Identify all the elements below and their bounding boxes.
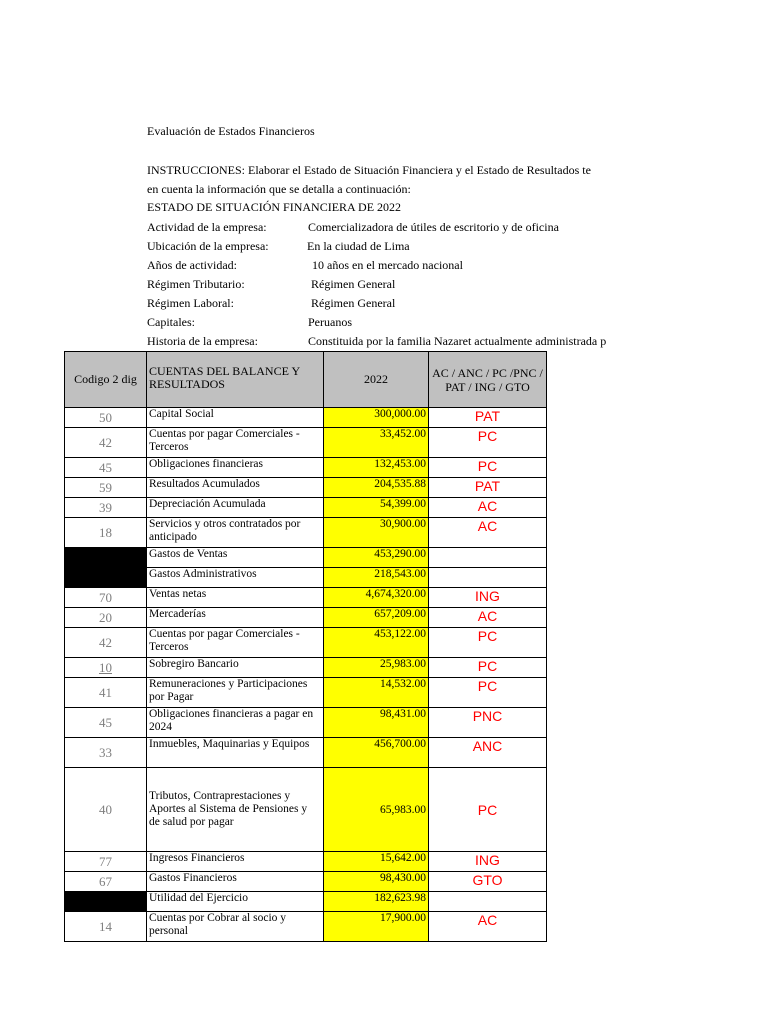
row-value: 14,532.00: [324, 678, 429, 708]
row-code: 14: [65, 912, 147, 942]
row-value: 657,209.00: [324, 608, 429, 628]
document-title: Evaluación de Estados Financieros: [147, 124, 315, 138]
row-class: ING: [429, 588, 547, 608]
info-value-location: En la ciudad de Lima: [307, 239, 410, 253]
table-row: [65, 588, 547, 608]
row-class: GTO: [429, 872, 547, 892]
row-account: Ventas netas: [147, 588, 324, 608]
instructions-line-1: INSTRUCCIONES: Elaborar el Estado de Situación Financiera y el Estado de Resultados te: [147, 163, 591, 177]
row-class: AC: [429, 518, 547, 548]
info-value-tax-regime: Régimen General: [311, 277, 396, 291]
row-value: 25,983.00: [324, 658, 429, 678]
row-class: PNC: [429, 708, 547, 738]
row-value: 218,543.00: [324, 568, 429, 588]
row-value: 17,900.00: [324, 912, 429, 942]
row-class: ANC: [429, 738, 547, 768]
instructions-line-2: en cuenta la información que se detalla a continuación:: [147, 182, 411, 196]
row-value: 4,674,320.00: [324, 588, 429, 608]
row-code: 18: [65, 518, 147, 548]
row-class: PC: [429, 458, 547, 478]
header-code: Codigo 2 dig: [65, 352, 147, 408]
info-label-tax-regime: Régimen Tributario:: [147, 277, 245, 291]
table-row: [65, 428, 547, 458]
table-row: [65, 852, 547, 872]
row-class: [429, 892, 547, 912]
info-value-labor-regime: Régimen General: [311, 296, 396, 310]
row-account: Servicios y otros contratados por anticipado: [147, 518, 324, 548]
row-account: Gastos Administrativos: [147, 568, 324, 588]
row-class: [429, 568, 547, 588]
table-row: [65, 892, 547, 912]
row-account: Sobregiro Bancario: [147, 658, 324, 678]
table-row: [65, 628, 547, 658]
row-account: Cuentas por pagar Comerciales - Terceros: [147, 428, 324, 458]
row-value: 182,623.98: [324, 892, 429, 912]
row-code: 33: [65, 738, 147, 768]
row-class: PC: [429, 678, 547, 708]
row-code: 42: [65, 628, 147, 658]
info-label-activity: Actividad de la empresa:: [147, 220, 267, 234]
row-class: AC: [429, 912, 547, 942]
row-account: Gastos de Ventas: [147, 548, 324, 568]
header-account: CUENTAS DEL BALANCE Y RESULTADOS: [147, 352, 324, 408]
row-code: 77: [65, 852, 147, 872]
info-label-history: Historia de la empresa:: [147, 334, 258, 348]
row-value: 132,453.00: [324, 458, 429, 478]
row-value: 65,983.00: [324, 768, 429, 852]
row-value: 204,535.88: [324, 478, 429, 498]
row-code-blacked: [65, 548, 147, 568]
row-code: 45: [65, 458, 147, 478]
row-account: Ingresos Financieros: [147, 852, 324, 872]
row-value: 15,642.00: [324, 852, 429, 872]
table-row: [65, 458, 547, 478]
table-row: [65, 768, 547, 852]
info-value-capital: Peruanos: [308, 315, 352, 329]
row-code: 40: [65, 768, 147, 852]
table-row: [65, 738, 547, 768]
row-value: 98,431.00: [324, 708, 429, 738]
row-account: Inmuebles, Maquinarias y Equipos: [147, 738, 324, 768]
row-account: Cuentas por pagar Comerciales - Terceros: [147, 628, 324, 658]
row-code: 50: [65, 408, 147, 428]
row-account: Gastos Financieros: [147, 872, 324, 892]
table-row: [65, 548, 547, 568]
row-code-blacked: [65, 568, 147, 588]
row-value: 453,122.00: [324, 628, 429, 658]
row-value: 30,900.00: [324, 518, 429, 548]
row-class: PC: [429, 768, 547, 852]
table-header-row: [65, 352, 547, 408]
row-class: AC: [429, 498, 547, 518]
table-row: [65, 658, 547, 678]
row-account: Resultados Acumulados: [147, 478, 324, 498]
row-code: 42: [65, 428, 147, 458]
row-class: PAT: [429, 478, 547, 498]
table-row: [65, 872, 547, 892]
row-account: Cuentas por Cobrar al socio y personal: [147, 912, 324, 942]
row-code: 41: [65, 678, 147, 708]
row-code: 59: [65, 478, 147, 498]
info-label-years: Años de actividad:: [147, 258, 237, 272]
row-class: AC: [429, 608, 547, 628]
table-row: [65, 678, 547, 708]
row-account: Tributos, Contraprestaciones y Aportes al Sistema de Pensiones y de salud por pagar: [147, 768, 324, 852]
info-value-activity: Comercializadora de útiles de escritorio y de oficina: [308, 220, 559, 234]
row-class: PC: [429, 428, 547, 458]
row-class: ING: [429, 852, 547, 872]
table-row: [65, 708, 547, 738]
row-value: 453,290.00: [324, 548, 429, 568]
row-class: PC: [429, 628, 547, 658]
row-value: 54,399.00: [324, 498, 429, 518]
row-class: [429, 548, 547, 568]
table-row: [65, 408, 547, 428]
row-value: 300,000.00: [324, 408, 429, 428]
row-code: 67: [65, 872, 147, 892]
table-row: [65, 478, 547, 498]
row-account: Remuneraciones y Participaciones por Pagar: [147, 678, 324, 708]
row-code-blacked: [65, 892, 147, 912]
row-account: Depreciación Acumulada: [147, 498, 324, 518]
row-code: 39: [65, 498, 147, 518]
row-account: Obligaciones financieras: [147, 458, 324, 478]
table-row: [65, 608, 547, 628]
header-class: AC / ANC / PC /PNC / PAT / ING / GTO: [429, 352, 547, 408]
row-account: Obligaciones financieras a pagar en 2024: [147, 708, 324, 738]
balance-table: [64, 351, 547, 942]
row-value: 33,452.00: [324, 428, 429, 458]
table-row: [65, 518, 547, 548]
section-subtitle: ESTADO DE SITUACIÓN FINANCIERA DE 2022: [147, 200, 402, 214]
table-row: [65, 498, 547, 518]
info-label-labor-regime: Régimen Laboral:: [147, 296, 234, 310]
info-value-years: 10 años en el mercado nacional: [312, 258, 463, 272]
row-class: PAT: [429, 408, 547, 428]
info-label-capital: Capitales:: [147, 315, 195, 329]
row-value: 456,700.00: [324, 738, 429, 768]
row-code: 10: [65, 658, 147, 678]
row-account: Capital Social: [147, 408, 324, 428]
table-row: [65, 568, 547, 588]
row-account: Utilidad del Ejercicio: [147, 892, 324, 912]
row-account: Mercaderías: [147, 608, 324, 628]
info-value-history: Constituida por la familia Nazaret actualmente administrada p: [308, 334, 607, 348]
row-class: PC: [429, 658, 547, 678]
info-label-location: Ubicación de la empresa:: [147, 239, 269, 253]
header-year: 2022: [324, 352, 429, 408]
table-row: [65, 912, 547, 942]
row-code: 20: [65, 608, 147, 628]
row-value: 98,430.00: [324, 872, 429, 892]
row-code: 70: [65, 588, 147, 608]
row-code: 45: [65, 708, 147, 738]
